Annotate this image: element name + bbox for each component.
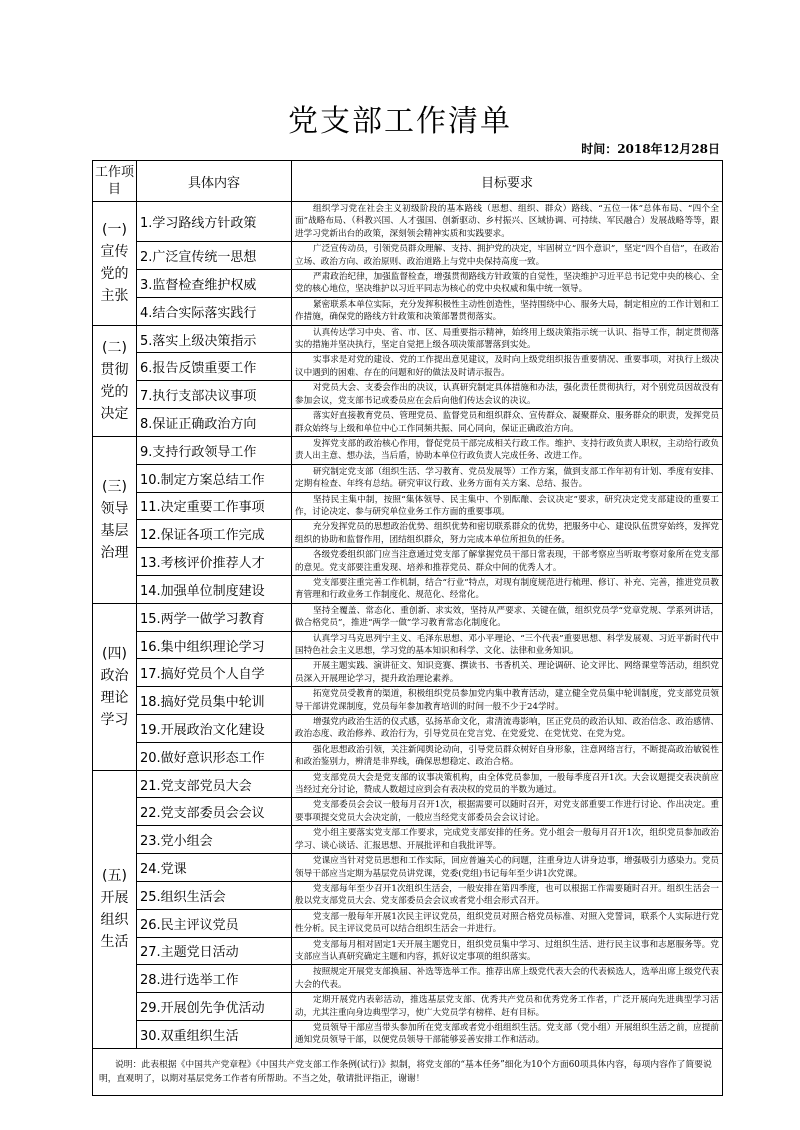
item-goal: 开展主题实践、演讲征文、知识竞赛、撰读书、书香机关、理论调研、论文评比、网络课堂等活动，组织党员深入开展理论学习，提升政治理论素养。 xyxy=(292,659,723,687)
document-date: 时间：2018年12月28日 xyxy=(581,142,720,156)
item-name: 11.决定重要工作事项 xyxy=(137,492,292,520)
table-row xyxy=(93,937,723,965)
item-goal: 组织学习党在社会主义初级阶段的基本路线（思想、组织、群众）路线、“五位一体”总体布局、“四个全面”战略布局、（科教兴国、人才强国、创新驱动、乡村振兴、区域协调、可持续、军民融合）发展战略等等，跟进学习党新出台的政策，深刻领会精神实质和实践要求。 xyxy=(292,202,723,242)
item-goal: 发挥党支部的政治核心作用，督促党员干部完成相关行政工作。维护、支持行政负责人职权，主动给行政负责人出主意、想办法，当后盾，协助本单位行政负责人完成任务、改进工作。 xyxy=(292,436,723,464)
item-name: 25.组织生活会 xyxy=(137,881,292,909)
item-goal: 充分发挥党员的思想政治优势、组织优势和密切联系群众的优势，把服务中心、建设队伍贯穿始终，发挥党组织的协助和监督作用，团结组织群众，努力完成本单位所担负的任务。 xyxy=(292,520,723,548)
item-goal: 对党员大会、支委会作出的决议，认真研究制定具体措施和办法，强化责任贯彻执行，对个别党员因故没有参加会议，党支部书记或委员应在会后向他们传达会议的决议。 xyxy=(292,381,723,409)
table-row xyxy=(93,409,723,437)
table-row xyxy=(93,826,723,854)
item-name: 4.结合实际落实践行 xyxy=(137,297,292,325)
header-content: 具体内容 xyxy=(137,161,292,202)
item-goal: 各级党委组织部门应当注意通过党支部了解掌握党员干部日常表现，干部考察应当听取考察对象所在党支部的意见。党支部要注重发现、培养和推荐党员、群众中间的优秀人才。 xyxy=(292,548,723,576)
item-goal: 拓宽党员受教育的渠道，积极组织党员参加党内集中教育活动，建立健全党员集中轮训制度，党支部党员领导干部讲党课制度，党员每年参加教育培训的时间一般不少于24学时。 xyxy=(292,687,723,715)
table-row xyxy=(93,909,723,937)
table-row xyxy=(93,464,723,492)
item-name: 26.民主评议党员 xyxy=(137,909,292,937)
table-row xyxy=(93,548,723,576)
item-name: 18.搞好党员集中轮训 xyxy=(137,687,292,715)
item-name: 17.搞好党员个人自学 xyxy=(137,659,292,687)
table-row xyxy=(93,297,723,325)
item-goal: 党课应当针对党员思想和工作实际，回应普遍关心的问题，注重身边人讲身边事，增强吸引力感染力。党员领导干部应当定期为基层党员讲党课，党委(党组)书记每年至少讲1次党课。 xyxy=(292,854,723,882)
table-row xyxy=(93,687,723,715)
item-name: 16.集中组织理论学习 xyxy=(137,631,292,659)
item-goal: 定期开展党内表彰活动，推选基层党支部、优秀共产党员和优秀党务工作者，广泛开展向先进典型学习活动，尤其注重向身边典型学习，使广大党员学有榜样、赶有目标。 xyxy=(292,993,723,1021)
work-list-table xyxy=(92,160,723,1096)
table-row xyxy=(93,1020,723,1048)
item-goal: 党员领导干部应当带头参加所在党支部或者党小组组织生活。党支部（党小组）开展组织生活之前，应提前通知党员领导干部，以便党员领导干部能够妥善安排工作和活动。 xyxy=(292,1020,723,1048)
item-name: 22.党支部委员会会议 xyxy=(137,798,292,826)
table-row xyxy=(93,436,723,464)
table-row xyxy=(93,770,723,798)
table-row xyxy=(93,381,723,409)
table-row xyxy=(93,965,723,993)
item-name: 10.制定方案总结工作 xyxy=(137,464,292,492)
item-goal: 广泛宣传动员，引领党员群众理解、支持、拥护党的决定，牢固树立“四个意识”，坚定“四个自信”，在政治立场、政治方向、政治原则、政治道路上与党中央保持高度一致。 xyxy=(292,242,723,270)
item-goal: 党支部要注重完善工作机制，结合“行业”特点，对现有制度规范进行梳理、修订、补充、完善，推进党员教育管理和行政业务工作制度化、规范化、经常化。 xyxy=(292,575,723,603)
table-row xyxy=(93,798,723,826)
category-label: (五)开展组织生活 xyxy=(93,770,137,1048)
item-goal: 强化思想政治引领，关注新闻舆论动向，引导党员群众树好自身形象，注意网络言行，不断提高政治敏锐性和政治鉴别力，辨清是非界线，确保思想稳定、政治合格。 xyxy=(292,742,723,770)
item-name: 19.开展政治文化建设 xyxy=(137,715,292,743)
item-name: 1.学习路线方针政策 xyxy=(137,202,292,242)
footer-row xyxy=(93,1048,723,1095)
table-row xyxy=(93,353,723,381)
item-goal: 党支部每月相对固定1天开展主题党日，组织党员集中学习、过组织生活、进行民主议事和志愿服务等。党支部应当认真研究确定主题和内容，抓好议定事项的组织落实。 xyxy=(292,937,723,965)
item-name: 20.做好意识形态工作 xyxy=(137,742,292,770)
table-row xyxy=(93,854,723,882)
item-name: 7.执行支部决议事项 xyxy=(137,381,292,409)
page-title: 党支部工作清单 xyxy=(288,104,512,139)
table-row xyxy=(93,492,723,520)
item-goal: 坚持民主集中制，按照“集体领导、民主集中、个别酝酿、会议决定”要求，研究决定党支部建设的重要工作，讨论决定、参与研究单位业务工作方面的重要事项。 xyxy=(292,492,723,520)
item-goal: 实事求是对党的建设、党的工作提出意见建议，及时向上级党组织报告重要情况、重要事项，对执行上级决议中遇到的困难、存在的问题和好的做法及时请示报告。 xyxy=(292,353,723,381)
table-row xyxy=(93,742,723,770)
table-header-row xyxy=(93,161,723,202)
category-label: (四)政治理论学习 xyxy=(93,603,137,770)
item-goal: 认真传达学习中央、省、市、区、局重要指示精神，始终用上级决策指示统一认识、指导工作，制定贯彻落实的措施并坚决执行，坚定自觉把上级各项决策部署落到实处。 xyxy=(292,325,723,353)
table-row xyxy=(93,242,723,270)
item-goal: 党支部党员大会是党支部的议事决策机构，由全体党员参加，一般每季度召开1次。大会议题提交表决前应当经过充分讨论，赞成人数超过应到会有表决权的党员的半数为通过。 xyxy=(292,770,723,798)
item-goal: 研究制定党支部（组织生活、学习教育、党员发展等）工作方案，做到支部工作年初有计划、季度有安排、定期有检查、年终有总结。研究审议行政、业务方面有关方案、总结、报告。 xyxy=(292,464,723,492)
category-label: (一)宣传党的主张 xyxy=(93,202,137,326)
header-work-item: 工作项目 xyxy=(93,161,137,202)
item-goal: 党小组主要落实党支部工作要求，完成党支部安排的任务。党小组会一般每月召开1次，组织党员参加政治学习、谈心谈话、汇报思想、开展批评和自我批评等。 xyxy=(292,826,723,854)
item-name: 21.党支部党员大会 xyxy=(137,770,292,798)
item-name: 13.考核评价推荐人才 xyxy=(137,548,292,576)
item-goal: 落实好直接教育党员、管理党员、监督党员和组织群众、宣传群众、凝聚群众、服务群众的职责，发挥党员群众始终与上级和单位中心工作同频共振、同心同向，保证正确政治方向。 xyxy=(292,409,723,437)
table-row xyxy=(93,520,723,548)
table-row xyxy=(93,715,723,743)
item-name: 29.开展创先争优活动 xyxy=(137,993,292,1021)
item-goal: 紧密联系本单位实际，充分发挥积极性主动性创造性，坚持围绕中心、服务大局，制定相应的工作计划和工作措施，确保党的路线方针政策和决策部署贯彻落实。 xyxy=(292,297,723,325)
item-name: 24.党课 xyxy=(137,854,292,882)
category-label: (二)贯彻党的决定 xyxy=(93,325,137,436)
item-goal: 增强党内政治生活的仪式感，弘扬革命文化，肃清流毒影响，匡正党员的政治认知、政治信念、政治感情、政治态度、政治修养、政治行为，引导党员在党言党、在党爱党、在党忧党、在党为党。 xyxy=(292,715,723,743)
item-name: 3.监督检查维护权威 xyxy=(137,270,292,298)
header-goals: 目标要求 xyxy=(292,161,723,202)
item-name: 23.党小组会 xyxy=(137,826,292,854)
table-row xyxy=(93,993,723,1021)
item-goal: 党支部委员会会议一般每月召开1次，根据需要可以随时召开，对党支部重要工作进行讨论、作出决定。重要事项提交党员大会决定前，一般应当经党支部委员会会议讨论。 xyxy=(292,798,723,826)
table-row xyxy=(93,603,723,631)
item-goal: 认真学习马克思列宁主义、毛泽东思想、邓小平理论、“三个代表”重要思想、科学发展观、习近平新时代中国特色社会主义思想，学习党的基本知识和科学、文化、法律和业务知识。 xyxy=(292,631,723,659)
item-goal: 严肃政治纪律，加强监督检查，增强贯彻路线方针政策的自觉性，坚决维护习近平总书记党中央的核心、全党的核心地位，坚决维护以习近平同志为核心的党中央权威和集中统一领导。 xyxy=(292,270,723,298)
item-name: 6.报告反馈重要工作 xyxy=(137,353,292,381)
item-goal: 党支部每年至少召开1次组织生活会，一般安排在第四季度，也可以根据工作需要随时召开。组织生活会一般以党支部党员大会、党支部委员会会议或者党小组会形式召开。 xyxy=(292,881,723,909)
item-name: 12.保证各项工作完成 xyxy=(137,520,292,548)
table-row xyxy=(93,659,723,687)
item-name: 5.落实上级决策指示 xyxy=(137,325,292,353)
item-goal: 党支部一般每年开展1次民主评议党员，组织党员对照合格党员标准、对照入党誓词，联系个人实际进行党性分析。民主评议党员可以结合组织生活会一并进行。 xyxy=(292,909,723,937)
item-goal: 坚持全覆盖、常态化、重创新、求实效，坚持从严要求、关键在做，组织党员学“党章党规、学系列讲话，做合格党员”，推进“两学一做”学习教育常态化制度化。 xyxy=(292,603,723,631)
table-body xyxy=(93,202,723,1049)
item-goal: 按照规定开展党支部换届、补选等选举工作。推荐出席上级党代表大会的代表候选人，选举出席上级党代表大会的代表。 xyxy=(292,965,723,993)
item-name: 30.双重组织生活 xyxy=(137,1020,292,1048)
table-row xyxy=(93,575,723,603)
item-name: 28.进行选举工作 xyxy=(137,965,292,993)
footer-note: 说明：此表根据《中国共产党章程》《中国共产党支部工作条例(试行)》拟制，将党支部的“基本任务”细化为10个方面60项具体内容，每项内容作了简要说明，直观明了，以期对基层党务工作者有所帮助。不当之处，敬请批评指正，谢谢！ xyxy=(93,1048,723,1095)
item-name: 9.支持行政领导工作 xyxy=(137,436,292,464)
table-row xyxy=(93,202,723,242)
item-name: 14.加强单位制度建设 xyxy=(137,575,292,603)
table-row xyxy=(93,631,723,659)
item-name: 15.两学一做学习教育 xyxy=(137,603,292,631)
table-row xyxy=(93,270,723,298)
table-row xyxy=(93,325,723,353)
item-name: 8.保证正确政治方向 xyxy=(137,409,292,437)
category-label: (三)领导基层治理 xyxy=(93,436,137,603)
table-row xyxy=(93,881,723,909)
item-name: 2.广泛宣传统一思想 xyxy=(137,242,292,270)
item-name: 27.主题党日活动 xyxy=(137,937,292,965)
